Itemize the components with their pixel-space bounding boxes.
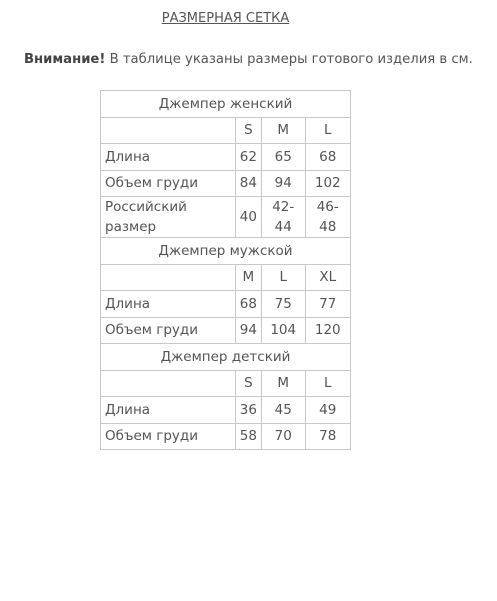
- size-label: L: [305, 370, 350, 397]
- table-cell: 68: [305, 144, 350, 171]
- row-label: Объем груди: [101, 317, 236, 344]
- table-row: [101, 170, 351, 197]
- notice-text: [24, 52, 473, 67]
- size-header-row: [101, 117, 351, 144]
- empty-cell: [101, 117, 236, 144]
- section-header-mens: Джемпер мужской: [101, 238, 351, 265]
- table-cell: 62: [235, 144, 261, 171]
- table-cell: 42-44: [261, 197, 305, 238]
- size-header-row: [101, 370, 351, 397]
- size-label: S: [235, 117, 261, 144]
- notice-label: Внимание!: [24, 52, 106, 67]
- table-row: [101, 144, 351, 171]
- row-label: Российский размер: [101, 197, 236, 238]
- table-cell: 75: [261, 291, 305, 318]
- table-cell: 77: [305, 291, 350, 318]
- table-row: [101, 291, 351, 318]
- size-header-row: [101, 264, 351, 291]
- notice-body: В таблице указаны размеры готового изделия в см.: [105, 52, 473, 67]
- table-cell: 120: [305, 317, 350, 344]
- row-label: Объем груди: [101, 170, 236, 197]
- table-row: [101, 197, 351, 238]
- row-label: Длина: [101, 144, 236, 171]
- size-label: M: [235, 264, 261, 291]
- size-label: M: [261, 117, 305, 144]
- size-label: M: [261, 370, 305, 397]
- table-cell: 70: [261, 423, 305, 450]
- row-label: Длина: [101, 291, 236, 318]
- size-label: L: [305, 117, 350, 144]
- section-header-row: [101, 91, 351, 118]
- table-cell: 49: [305, 397, 350, 424]
- table-cell: 84: [235, 170, 261, 197]
- section-header-kids: Джемпер детский: [101, 344, 351, 371]
- table-cell: 40: [235, 197, 261, 238]
- size-label: S: [235, 370, 261, 397]
- table-cell: 68: [235, 291, 261, 318]
- section-header-womens: Джемпер женский: [101, 91, 351, 118]
- table-cell: 45: [261, 397, 305, 424]
- table-cell: 58: [235, 423, 261, 450]
- table-cell: 94: [235, 317, 261, 344]
- empty-cell: [101, 370, 236, 397]
- empty-cell: [101, 264, 236, 291]
- table-cell: 94: [261, 170, 305, 197]
- table-cell: 102: [305, 170, 350, 197]
- table-row: [101, 397, 351, 424]
- table-cell: 46-48: [305, 197, 350, 238]
- size-table: [100, 90, 351, 450]
- size-label: XL: [305, 264, 350, 291]
- table-row: [101, 423, 351, 450]
- page-title: РАЗМЕРНАЯ СЕТКА: [161, 11, 290, 26]
- row-label: Объем груди: [101, 423, 236, 450]
- row-label: Длина: [101, 397, 236, 424]
- table-cell: 78: [305, 423, 350, 450]
- size-label: L: [261, 264, 305, 291]
- table-cell: 65: [261, 144, 305, 171]
- section-header-row: [101, 238, 351, 265]
- table-cell: 36: [235, 397, 261, 424]
- table-row: [101, 317, 351, 344]
- section-header-row: [101, 344, 351, 371]
- table-cell: 104: [261, 317, 305, 344]
